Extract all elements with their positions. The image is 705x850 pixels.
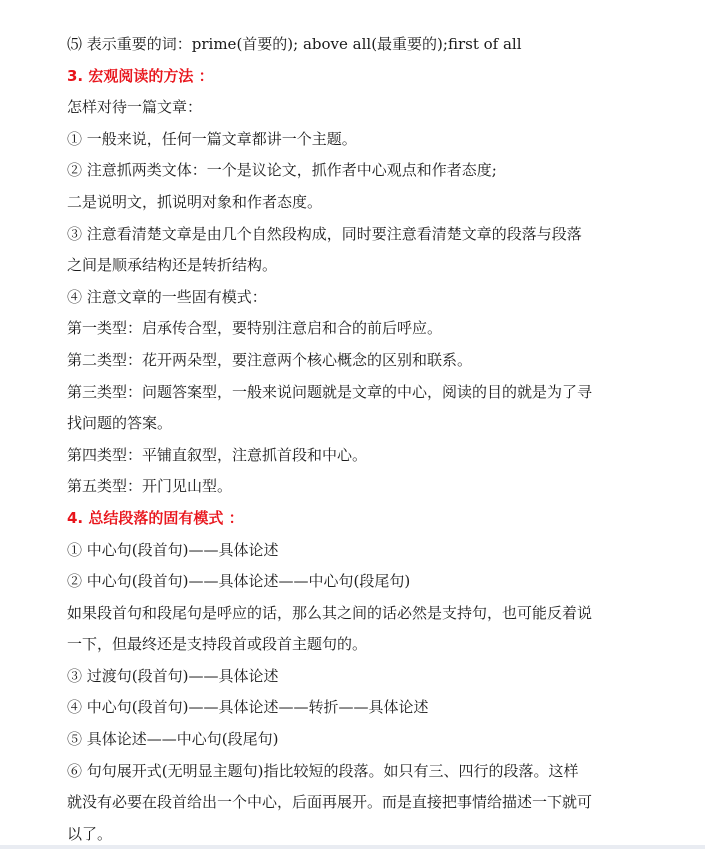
text-line: 就没有必要在段首给出一个中心，后面再展开。而是直接把事情给描述一下就可 (67, 793, 593, 812)
text-line: ⑤ 具体论述——中心句(段尾句) (67, 730, 279, 749)
text-line: 第二类型：花开两朵型，要注意两个核心概念的区别和联系。 (67, 350, 473, 369)
text-line: ② 注意抓两类文体：一个是议论文，抓作者中心观点和作者态度; (67, 161, 497, 180)
text-line: 如果段首句和段尾句是呼应的话，那么其之间的话必然是支持句，也可能反着说 (67, 603, 593, 622)
text-line: 之间是顺承结构还是转折结构。 (67, 256, 278, 275)
text-line: ③ 注意看清楚文章是由几个自然段构成，同时要注意看清楚文章的段落与段落 (67, 224, 582, 243)
text-line: 以了。 (67, 824, 113, 843)
text-line: ① 中心句(段首句)——具体论述 (67, 540, 279, 559)
section-heading: 4. 总结段落的固有模式 ： (67, 508, 244, 527)
text-line: ③ 过渡句(段首句)——具体论述 (67, 666, 279, 685)
text-line: ⑸ 表示重要的词：prime(首要的); above all(最重要的);first of all (67, 35, 522, 53)
text-line: ① 一般来说，任何一篇文章都讲一个主题。 (67, 129, 357, 148)
section-heading: 3. 宏观阅读的方法 ： (67, 66, 214, 85)
text-line: 一下，但最终还是支持段首或段首主题句的。 (67, 635, 368, 654)
text-line: 找问题的答案。 (67, 414, 173, 433)
text-line: ⑥ 句句展开式(无明显主题句)指比较短的段落。如只有三、四行的段落。这样 (67, 761, 579, 780)
text-line: 第一类型：启承传合型，要特别注意启和合的前后呼应。 (67, 319, 443, 338)
text-line: ④ 注意文章的一些固有模式： (67, 287, 267, 306)
text-line: 二是说明文，抓说明对象和作者态度。 (67, 192, 323, 211)
bottom-scroll-edge (0, 845, 705, 849)
text-line: ④ 中心句(段首句)——具体论述——转折——具体论述 (67, 698, 429, 717)
text-line: 第三类型：问题答案型，一般来说问题就是文章的中心，阅读的目的就是为了寻 (67, 382, 593, 401)
text-line: 第五类型：开门见山型。 (67, 477, 233, 496)
text-line: 第四类型：平铺直叙型，注意抓首段和中心。 (67, 445, 368, 464)
text-line: ② 中心句(段首句)——具体论述——中心句(段尾句) (67, 572, 411, 591)
text-line: 怎样对待一篇文章： (67, 98, 203, 117)
document-page (67, 29, 647, 850)
